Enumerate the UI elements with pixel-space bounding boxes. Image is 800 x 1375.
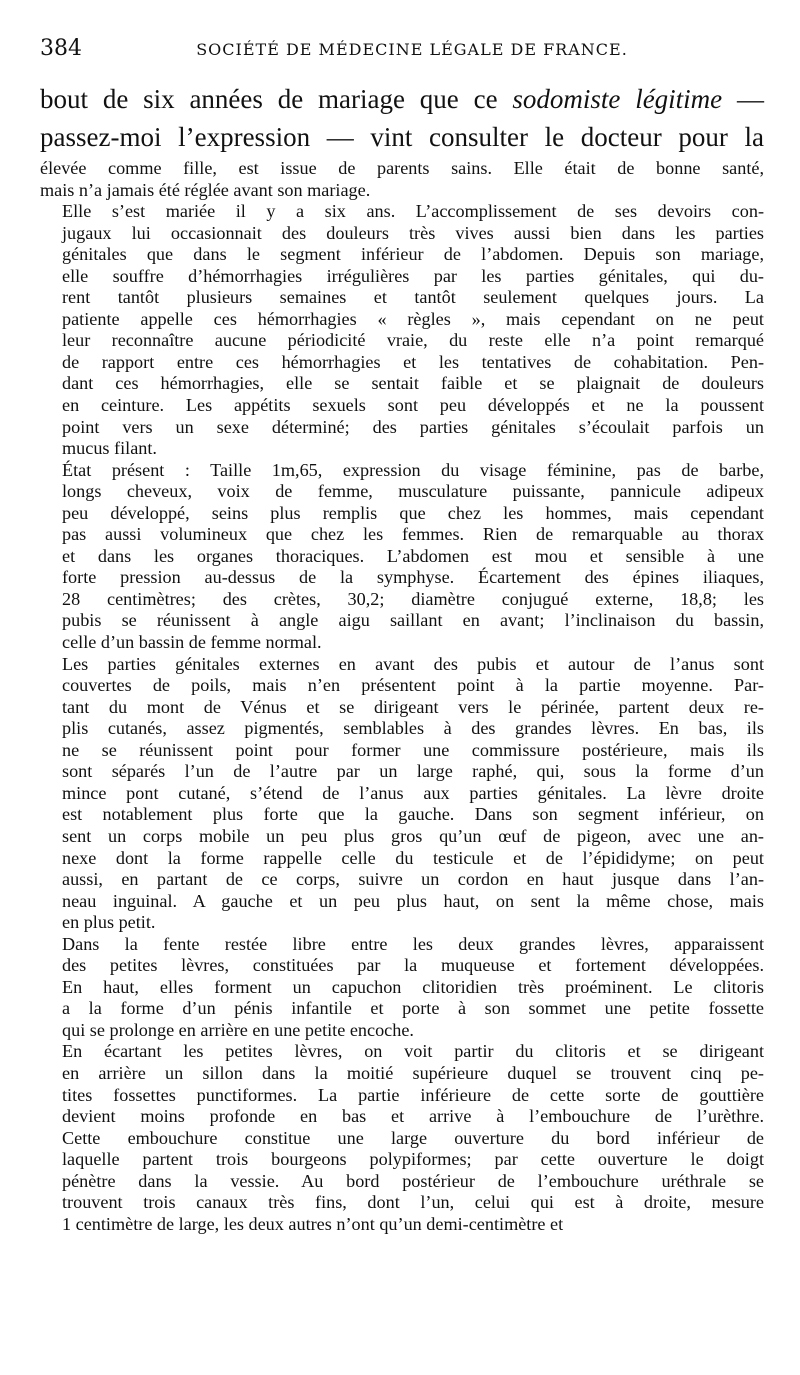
text-line: celle d’un bassin de femme normal. xyxy=(62,632,322,653)
paragraph xyxy=(40,654,764,934)
page-number: 384 xyxy=(40,36,82,61)
text-line: tites fossettes punctiformes. La partie inférieure de cette sorte de gouttière xyxy=(62,1084,764,1105)
text-line: élevée comme fille, est issue de parents sains. Elle était de bonne santé, xyxy=(40,158,764,178)
text-line: Cette embouchure constitue une large ouverture du bord inférieur de xyxy=(62,1127,764,1148)
text-line: mince pont cutané, s’étend de l’anus aux parties génitales. La lèvre droite xyxy=(62,782,764,803)
text-line: État présent : Taille 1m,65, expression du visage féminine, pas de barbe, xyxy=(62,459,764,480)
text-line: sont séparés l’un de l’autre par un large raphé, qui, sous la forme d’un xyxy=(62,761,764,782)
text-line: Elle s’est mariée il y a six ans. L’accomplissement de ses devoirs con- xyxy=(62,201,764,222)
text-line: nexe dont la forme rappelle celle du testicule et de l’épididyme; on peut xyxy=(62,847,764,868)
text-line: pénètre dans la vessie. Au bord postérieur de l’embouchure uréthrale se xyxy=(62,1170,764,1191)
paragraph xyxy=(40,934,764,1042)
text-line: 1 centimètre de large, les deux autres n’ont qu’un demi-centimètre et xyxy=(62,1213,564,1234)
text-line: Les parties génitales externes en avant des pubis et autour de l’anus sont xyxy=(62,653,764,674)
text-line: 28 centimètres; des crètes, 30,2; diamètre conjugué externe, 18,8; les xyxy=(62,588,764,609)
text-line: mucus filant. xyxy=(62,438,157,459)
overlay-strip xyxy=(40,80,764,156)
text-line: patiente appelle ces hémorrhagies « règles », mais cependant on ne peut xyxy=(62,308,764,329)
text-line: aussi, en partant de ce corps, suivre un cordon en haut jusque dans l’an- xyxy=(62,869,764,890)
text-line: en arrière un sillon dans la moitié supérieure duquel se trouvent cinq pe- xyxy=(62,1062,764,1083)
paragraph xyxy=(40,460,764,654)
text-line: leur reconnaître aucune périodicité vraie, du reste elle n’a point remarqué xyxy=(62,330,764,351)
text-line: a la forme d’un pénis infantile et porte à son sommet une petite fossette xyxy=(62,998,764,1019)
paragraph xyxy=(40,158,764,201)
overlay-line-1-dash: — xyxy=(722,84,764,114)
overlay-line-1-text: bout de six années de mariage que ce xyxy=(40,84,513,114)
paragraph xyxy=(40,1041,764,1235)
text-line: plis cutanés, assez pigmentés, semblables à des grandes lèvres. En bas, ils xyxy=(62,718,764,739)
overlay-line-1 xyxy=(40,80,764,118)
text-line: et dans les organes thoraciques. L’abdomen est mou et sensible à une xyxy=(62,545,764,566)
text-line: ne se réunissent point pour former une commissure postérieure, mais ils xyxy=(62,739,764,760)
text-line: dant ces hémorrhagies, elle se sentait faible et se plaignait de douleurs xyxy=(62,373,764,394)
text-line: neau inguinal. A gauche et un peu plus haut, on sent la même chose, mais xyxy=(62,890,764,911)
text-line: devient moins profonde en bas et arrive à l’embouchure de l’urèthre. xyxy=(62,1106,764,1127)
overlay-line-1-italic: sodomiste légitime xyxy=(512,84,723,114)
text-line: laquelle partent trois bourgeons polypiformes; par cette ouverture le doigt xyxy=(62,1149,764,1170)
text-line: forte pression au-dessus de la symphyse. Écartement des épines iliaques, xyxy=(62,567,764,588)
page-header xyxy=(40,36,764,80)
paragraph xyxy=(40,201,764,460)
body-text xyxy=(40,158,764,1235)
text-line: en ceinture. Les appétits sexuels sont peu développés et ne la poussent xyxy=(62,395,764,416)
text-line: sent un corps mobile un peu plus gros qu’un œuf de pigeon, avec une an- xyxy=(62,825,764,846)
text-line: qui se prolonge en arrière en une petite encoche. xyxy=(62,1019,414,1040)
text-line: rent tantôt plusieurs semaines et tantôt seulement quelques jours. La xyxy=(62,287,764,308)
text-line: génitales que dans le segment inférieur de l’abdomen. Depuis son mariage, xyxy=(62,244,764,265)
text-line: est notablement plus forte que la gauche. Dans son segment inférieur, on xyxy=(62,804,764,825)
text-line: pubis se réunissent à angle aigu saillant en avant; l’inclinaison du bassin, xyxy=(62,610,764,631)
text-line: elle souffre d’hémorrhagies irrégulières par les parties génitales, qui du- xyxy=(62,265,764,286)
text-line: de rapport entre ces hémorrhagies et les tentatives de cohabitation. Pen- xyxy=(62,351,764,372)
overlay-line-2: passez-moi l’expression — vint consulter le docteur pour la xyxy=(40,122,764,152)
text-line: couvertes de poils, mais n’en présentent point à la partie moyenne. Par- xyxy=(62,675,764,696)
running-head: SOCIÉTÉ DE MÉDECINE LÉGALE DE FRANCE. xyxy=(196,40,628,59)
text-line: point vers un sexe déterminé; des parties génitales s’écoulait parfois un xyxy=(62,416,764,437)
text-line: mais n’a jamais été réglée avant son mariage. xyxy=(40,179,371,200)
text-line: des petites lèvres, constituées par la muqueuse et fortement développées. xyxy=(62,955,764,976)
text-line: trouvent trois canaux très fins, dont l’un, celui qui est à droite, mesure xyxy=(62,1192,764,1213)
text-line: En écartant les petites lèvres, on voit partir du clitoris et se dirigeant xyxy=(62,1041,764,1062)
text-line: tant du mont de Vénus et se dirigeant vers le périnée, partent deux re- xyxy=(62,696,764,717)
text-line: peu développé, seins plus remplis que chez les hommes, mais cependant xyxy=(62,502,764,523)
text-line: longs cheveux, voix de femme, musculature puissante, pannicule adipeux xyxy=(62,481,764,502)
text-line: en plus petit. xyxy=(62,912,156,933)
text-line: Dans la fente restée libre entre les deux grandes lèvres, apparaissent xyxy=(62,933,764,954)
text-line: En haut, elles forment un capuchon clitoridien très proéminent. Le clitoris xyxy=(62,976,764,997)
text-line: jugaux lui occasionnait des douleurs très vives aussi bien dans les parties xyxy=(62,222,764,243)
text-line: pas aussi volumineux que chez les femmes. Rien de remarquable au thorax xyxy=(62,524,764,545)
